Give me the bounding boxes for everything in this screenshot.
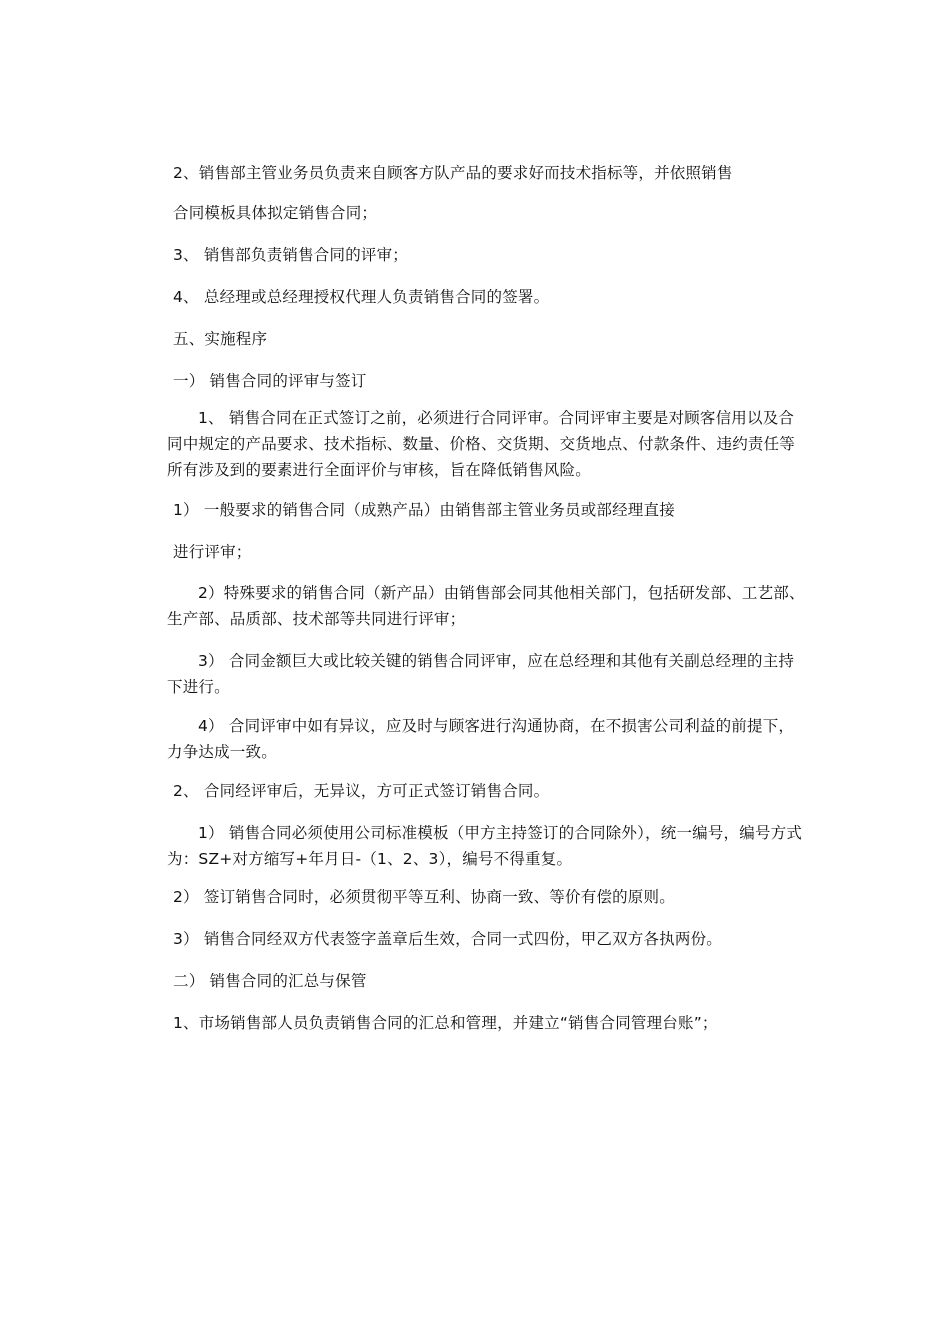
paragraph-effective-copies: 3） 销售合同经双方代表签字盖章后生效，合同一式四份，甲乙双方各执两份。 xyxy=(173,930,722,948)
paragraph-responsibility-2: 2、销售部主管业务员负责来自顾客方队产品的要求好而技术指标等，并依照销售 xyxy=(173,164,733,182)
section-heading-implementation: 五、实施程序 xyxy=(173,330,268,348)
paragraph-general-review: 1） 一般要求的销售合同（成熟产品）由销售部主管业务员或部经理直接 xyxy=(173,501,675,519)
paragraph-large-contract-review: 3） 合同金额巨大或比较关键的销售合同评审，应在总经理和其他有关副总经理的主持下进行。 xyxy=(167,652,795,696)
paragraph-review-requirement: 1、 销售合同在正式签订之前，必须进行合同评审。合同评审主要是对顾客信用以及合同中规定的产品要求、技术指标、数量、价格、交货期、交货地点、付款条件、违约责任等所有涉及到的要素进行全面评价与审核，旨在降低销售风险。 xyxy=(167,409,796,479)
paragraph-responsibility-4: 4、 总经理或总经理授权代理人负责销售合同的签署。 xyxy=(173,288,550,306)
paragraph-special-review: 2）特殊要求的销售合同（新产品）由销售部会同其他相关部门，包括研发部、工艺部、生产部、品质部、技术部等共同进行评审； xyxy=(167,584,805,628)
paragraph-after-review-signing: 2、 合同经评审后，无异议，方可正式签订销售合同。 xyxy=(173,782,550,800)
paragraph-contract-ledger: 1、市场销售部人员负责销售合同的汇总和管理，并建立“销售合同管理台账”； xyxy=(173,1014,718,1032)
paragraph-responsibility-3: 3、 销售部负责销售合同的评审； xyxy=(173,246,408,264)
paragraph-standard-template-numbering: 1） 销售合同必须使用公司标准模板（甲方主持签订的合同除外），统一编号，编号方式为：SZ+对方缩写+年月日-（1、2、3），编号不得重复。 xyxy=(167,824,803,868)
paragraph-responsibility-2-continued: 合同模板具体拟定销售合同； xyxy=(173,204,378,222)
subsection-heading-summary-storage: 二） 销售合同的汇总与保管 xyxy=(173,972,367,990)
paragraph-signing-principle: 2） 签订销售合同时，必须贯彻平等互利、协商一致、等价有偿的原则。 xyxy=(173,888,675,906)
subsection-heading-review-signing: 一） 销售合同的评审与签订 xyxy=(173,372,367,390)
paragraph-dispute-negotiation: 4） 合同评审中如有异议，应及时与顾客进行沟通协商，在不损害公司利益的前提下，力争达成一致。 xyxy=(167,717,795,761)
paragraph-general-review-continued: 进行评审； xyxy=(173,543,252,561)
